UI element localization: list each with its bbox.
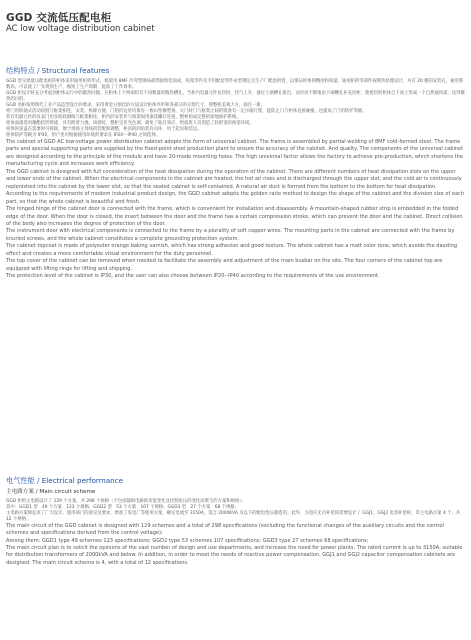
section-heading-structural: 结构特点 / Structural features — [6, 66, 110, 75]
structural-en-para-3: According to the requirements of modern industrial product design, the GGD cabinet adopts the golden ratio method to design the shape of the cabinet and the division size of each part, so that the whole cabinet is beautiful and fresh. — [6, 191, 465, 205]
structural-en-para-5: The instrument door with electrical components is connected to the frame by a plurality of soft copper wires. The mounting parts in the cabinet are connected with the frame by knurled screws, and the whole cabinet constitutes a complete grounding protection system. — [6, 228, 455, 242]
page-title: GGD 交流低压配电柜 — [6, 12, 112, 24]
electrical-en-para-1: The main circuit of the GGD cabinet is designed with 129 schemes and a total of 298 specifications (excluding the functional changes of the auxiliary circuits and the control schemes and specifications derived from the control voltage); — [6, 522, 444, 537]
structural-zh-para-5: 装有电器元件的仪表门用多股软铜线与框架相连，柜内的安装件与构架间用滚花螺钉连接，整柜构成完整的接地保护系统。 — [6, 115, 241, 120]
electrical-en-para-2: Among them: GGD1 type 49 schemes 123 specifications; GGD2 type 53 schemes 107 specifications; GGD3 type 27 schemes 68 specifications; — [6, 537, 369, 544]
structural-zh-para-1: GGD 型交流低压配电柜的柜体采用通用柜的形式，框架用 8MF 冷弯型钢局部焊接组装而成，构架零件及专用配套零件由型钢定点生产厂配套供货，以保证柜体的精度和质量。通用柜的零部件按模块原理设计，并有 20 模的安装孔，通用系数高。可以使工厂实现预生产，缩短了生产周期，提高了工作效率。 — [6, 79, 464, 90]
structural-en-para-6: The cabinet topcoat is made of polyester orange baking varnish, which has strong adhesion and good texture. The whole cabinet has a matt color tone, which avoids the dazzling effect and creates a more comfortable visual environment for the duty personnel. — [6, 243, 458, 257]
structural-zh-para-8: 柜体防护等级为 IP30，用户也可根据使用环境的要求在 IP20～IP40 之间选择。 — [6, 133, 161, 138]
electrical-performance-section — [6, 476, 465, 567]
structural-en-para-7: The top cover of the cabinet can be removed when needed to facilitate the assembly and adjustment of the main busbar on the site. The four corners of the cabinet top are equipped with lifting rings for lifting and shipping. — [6, 258, 443, 272]
structural-zh-para-3: GGD 电柜按照现代工业产品造型设计的要求，采用黄金分割比的方法设计柜体外形和各部分的分割尺寸，使整柜美观大方，面目一新。 — [6, 103, 266, 108]
structural-en-para-4: The hinged hinge of the cabinet door is connected with the frame, which is convenient for installation and disassembly. A mountain-shaped rubber strip is embedded in the folded edge of the door. When the door is closed, the insert between the door and the frame has a certain compression stroke, which can prevent the door and the cabinet. Direct collision of the body also increases the degree of protection of the door. — [6, 206, 463, 227]
main-circuit-subheading: 主电路方案 / Main circuit scheme — [6, 489, 96, 495]
electrical-zh-para-1: GGD 柜的主电路设计了 129 个方案，共 298 个规格（不包括辅助电路的功能变化及控制电压的变化而派生的方案和规格）； — [6, 498, 246, 504]
section-heading-electrical: 电气性能 / Electrical performance — [6, 476, 124, 485]
structural-zh-para-4: 柜门用转轴式活动铰链与框架相连，安装、拆卸方便。门的折边处均嵌有一根山型橡塑条，关门时门与框架之间的嵌条有一定压缩行程，能防止门与柜体直接碰撞，也提高了门的防护等级。 — [6, 109, 367, 114]
structural-en-para-2: The GGD cabinet is designed with full consideration of the heat dissipation during the operation of the cabinet. There are different numbers of heat dissipation slots on the upper and lower ends of the cabinet. When the electrical components in the cabinet are heated, the hot air rises and is discharged through the upper slot, and the cold air is continuously replenished into the cabinet by the lower slot, so that the sealed cabinet is self-contained. A natural air duct is formed from the bottom to the bottom for heat dissipation. — [6, 168, 462, 190]
electrical-zh-para-2: 其中：GGD1 型 49 个方案 123 个规格；GGD2 型 53 个方案 107 个规格；GGD3 型 27 个方案 68 个规格； — [6, 504, 239, 510]
electrical-en-para-3: The main circuit plan is to solicit the opinions of the vast number of design and use departments, and increase the need for power plants. The rated current is up to 3150A, suitable for distribution transformers of 2000kVA and below. In addition, in order to meet the needs of reactive power compensation, GGJ1 and GGJ2 capacitor compensation cabinets are designed. The main circuit scheme is 4, with a total of 12 specifications. — [6, 544, 463, 566]
electrical-zh-para-3: 主电路方案除征求了广大设计、使用部门的意见及要求，增加了发电厂等使用方案，额定电流至 3150A，适合 2000KVA 及以下的配电变压器选用。此外，为适应无功补偿的需要设计了 GGJ1、GGJ2 电容补偿柜，其主电路方案 4 个，共 12 个规格。 — [6, 510, 461, 522]
structural-en-para-8: The protection level of the cabinet is IP30, and the user can also choose between IP20--IP40 according to the requirements of the use environment. — [6, 273, 380, 280]
structural-features-section — [6, 66, 465, 281]
structural-zh-para-7: 柜体的顶盖在需要时可拆除，便于现场主母线的装配和调整，柜顶的四角装有吊环，用于起吊和装运。 — [6, 127, 202, 132]
structural-zh-para-2: GGD 柜设计时充分考虑到柜体运行中的散热问题。在柜体上下两端均有不同数量的散热槽孔，当柜内电器元件发热时，热气上升，通过上端槽孔排出，而冷风不断地由下端槽孔补充进柜，使密封的柜体自下而上形成一个自然通风道，达到散热的目的。 — [6, 91, 465, 102]
structural-en-para-1: The cabinet of GGD AC low-voltage power distribution cabinet adopts the form of universal cabinet. The frame is assembled by partial welding of 8MF cold-formed steel. The frame parts and special supporting parts are supplied by the fixed-point steel production plant to ensure the accuracy of the cabinet. And quality. The components of the universal cabinet are designed according to the principle of the module and have 20-mode mounting holes. The high universal factor allows the factory to achieve pre-production, which shortens the manufacturing cycle and increases work efficiency. — [6, 139, 464, 168]
page-subtitle: AC low voltage distribution cabinet — [6, 24, 155, 34]
structural-zh-para-6: 柜体面漆选用聚酯桔形烤漆，具有附着力强，质感好，整柜呈亚光色调，避免了眩目效应，给值班人员创造了较舒适的视觉环境。 — [6, 121, 254, 126]
